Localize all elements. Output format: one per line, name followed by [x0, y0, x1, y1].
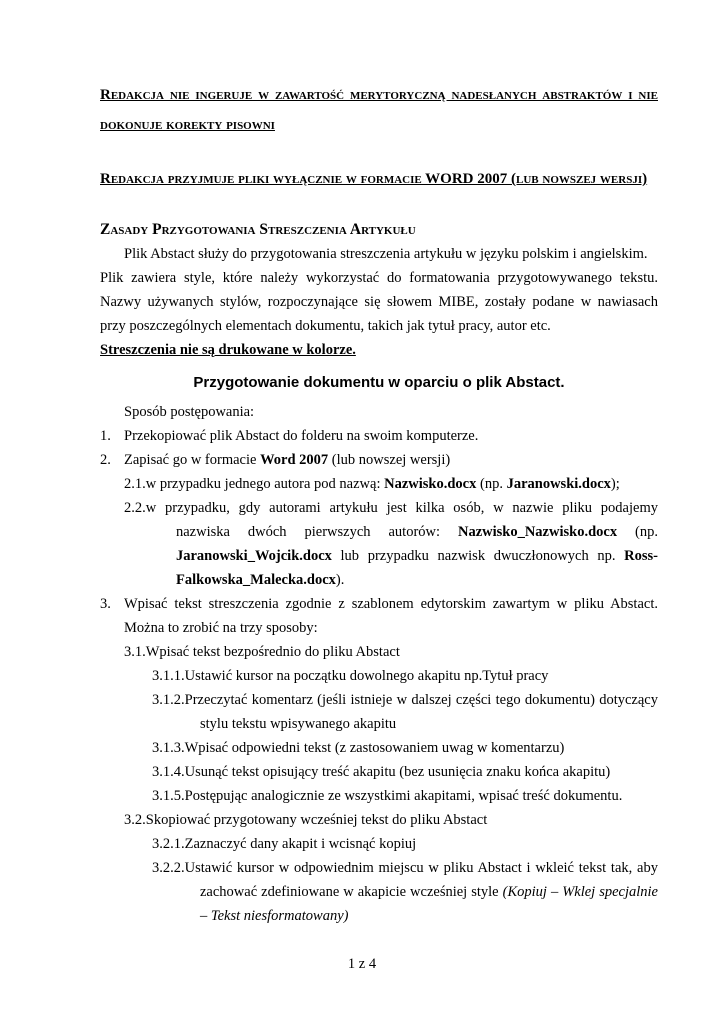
list-item-number: 3.: [100, 596, 111, 612]
procedure-title: Przygotowanie dokumentu w oparciu o plik Abstact.: [193, 374, 565, 391]
list-item-text: Wpisać tekst bezpośrednio do pliku Abstact: [145, 644, 400, 660]
list-item-number: 3.1.2.: [152, 692, 185, 708]
section-heading: Zasady Przygotowania Streszczenia Artykułu: [100, 221, 416, 238]
list-item-number: 3.1.5.: [152, 788, 185, 804]
list-item-text: Wpisać tekst streszczenia zgodnie z szablonem edytorskim zawartym w pliku Abstact. Można to zrobić na trzy sposoby:: [124, 596, 658, 636]
list-item-text: Przekopiować plik Abstact do folderu na swoim komputerze.: [124, 428, 479, 444]
list-item-text: Zaznaczyć dany akapit i wcisnąć kopiuj: [184, 836, 417, 852]
list-item: [152, 784, 658, 808]
list-item-number: 3.1.: [124, 644, 146, 660]
intro-paragraph: Plik Abstact służy do przygotowania streszczenia artykułu w języku polskim i angielskim.: [124, 246, 648, 262]
list-item: [100, 448, 658, 472]
list-item-number: 2.1.: [124, 476, 146, 492]
notice-editorial-policy: Redakcja nie ingeruje w zawartość merytoryczną nadesłanych abstraktów i nie dokonuje korekty pisowni: [100, 87, 658, 133]
list-item-number: 2.: [100, 452, 111, 468]
list-item-number: 3.2.: [124, 812, 146, 828]
list-item-number: 3.1.1.: [152, 668, 185, 684]
list-item-number: 3.1.4.: [152, 764, 185, 780]
list-item: [152, 664, 658, 688]
list-item-text: w przypadku jednego autora pod nazwą: Nazwisko.docx (np. Jaranowski.docx);: [145, 476, 620, 492]
notice-file-format: Redakcja przyjmuje pliki wyłącznie w formacie WORD 2007 (lub nowszej wersji): [100, 171, 648, 187]
list-item-text: Postępując analogicznie ze wszystkimi akapitami, wpisać treść dokumentu.: [184, 788, 623, 804]
list-item: [152, 856, 658, 928]
list-item: [152, 832, 658, 856]
list-item-text: Ustawić kursor w odpowiednim miejscu w pliku Abstact i wkleić tekst tak, aby zachować zdefiniowane w akapicie wcześniej style (Kopiuj – Wklej specjalnie – Tekst niesformatowany): [184, 860, 658, 924]
list-item: [124, 496, 658, 592]
list-item-number: 2.2.: [124, 500, 146, 516]
list-item: [124, 808, 658, 832]
list-item-text: Ustawić kursor na początku dowolnego akapitu np.Tytuł pracy: [184, 668, 549, 684]
list-item: [152, 760, 658, 784]
procedure-list: [100, 424, 658, 928]
list-item-text: w przypadku, gdy autorami artykułu jest kilka osób, w nazwie pliku podajemy nazwiska dwóch pierwszych autorów: Nazwisko_Nazwisko.docx (np. Jaranowski_Wojcik.docx lub przypadku nazwisk dwuczłonowych np. Ross-Falkowska_Malecka.docx).: [145, 500, 658, 588]
list-item-text: Przeczytać komentarz (jeśli istnieje w dalszej części tego dokumentu) dotyczący stylu tekstu wpisywanego akapitu: [184, 692, 658, 732]
list-item: [124, 640, 658, 664]
list-item: [152, 688, 658, 736]
list-item: [100, 424, 658, 448]
list-item: [100, 592, 658, 640]
list-item-text: Wpisać odpowiedni tekst (z zastosowaniem uwag w komentarzu): [184, 740, 565, 756]
list-item-text: Usunąć tekst opisujący treść akapitu (bez usunięcia znaku końca akapitu): [184, 764, 611, 780]
list-item-text: Skopiować przygotowany wcześniej tekst do pliku Abstact: [145, 812, 488, 828]
list-item-number: 3.2.1.: [152, 836, 185, 852]
list-item: [152, 736, 658, 760]
styles-paragraph: Plik zawiera style, które należy wykorzystać do formatowania przygotowywanego tekstu. Nazwy używanych stylów, rozpoczynające się słowem MIBE, zostały podane w nawiasach przy poszczególnych elementach dokumentu, takich jak tytuł pracy, autor etc.: [100, 270, 658, 334]
list-item-number: 1.: [100, 428, 111, 444]
list-item-text: Zapisać go w formacie Word 2007 (lub nowszej wersji): [124, 452, 451, 468]
procedure-intro: Sposób postępowania:: [124, 404, 255, 420]
list-item-number: 3.1.3.: [152, 740, 185, 756]
list-item-number: 3.2.2.: [152, 860, 185, 876]
page-number: 1 z 4: [347, 956, 377, 972]
list-item: [124, 472, 658, 496]
color-note: Streszczenia nie są drukowane w kolorze.: [100, 342, 356, 358]
